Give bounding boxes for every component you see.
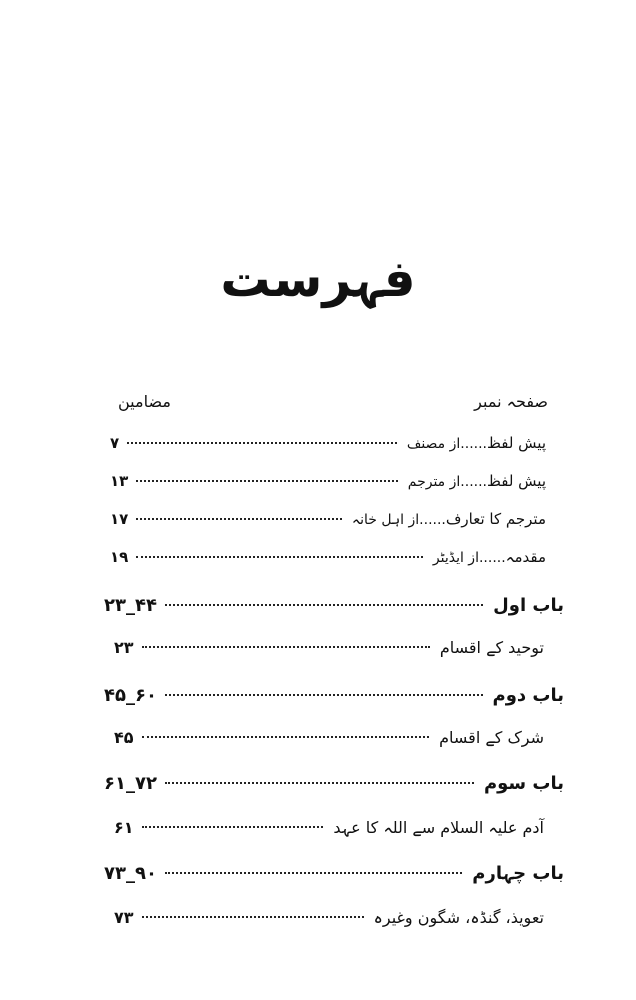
toc-entry-page: ۱۹ — [110, 548, 129, 566]
toc-entry-label: پیش لفظ......از مصنف — [406, 434, 546, 452]
toc-entry-page: ۷ — [110, 434, 120, 452]
toc-chapter-pages: ۲۳_۴۴ — [104, 594, 157, 616]
toc-entry[interactable] — [110, 428, 546, 458]
toc-chapter-pages: ۷۳_۹۰ — [104, 862, 157, 884]
toc-entry[interactable] — [110, 542, 546, 572]
toc-entry-label: مقدمہ......از ایڈیٹر — [432, 548, 546, 566]
toc-entry[interactable] — [114, 812, 544, 842]
toc-chapter[interactable] — [104, 590, 564, 620]
toc-chapter-label: باب سوم — [483, 772, 564, 794]
toc-entry-label: مترجم کا تعارف......از اہل خانہ — [351, 510, 546, 528]
toc-entry-label: شرک کے اقسام — [439, 727, 544, 747]
toc-chapter-label: باب چہارم — [472, 862, 564, 884]
toc-entry[interactable] — [114, 722, 544, 752]
dot-leader — [165, 782, 474, 784]
toc-entry-label: تعویذ، گنڈہ، شگون وغیرہ — [373, 907, 544, 927]
dot-leader — [165, 872, 462, 874]
toc-entry[interactable] — [110, 504, 546, 534]
contents-column-label: مضامین — [118, 392, 171, 411]
dot-leader — [142, 646, 430, 648]
dot-leader — [127, 442, 397, 444]
dot-leader — [142, 916, 364, 918]
toc-entry[interactable] — [110, 466, 546, 496]
toc-chapter-pages: ۶۱_۷۲ — [104, 772, 157, 794]
dot-leader — [142, 826, 324, 828]
toc-chapter[interactable] — [104, 768, 564, 798]
dot-leader — [136, 480, 397, 482]
toc-chapter-pages: ۴۵_۶۰ — [104, 684, 157, 706]
toc-entry-label: توحید کے اقسام — [439, 637, 544, 657]
toc-chapter-label: باب اول — [493, 594, 564, 616]
toc-chapter[interactable] — [104, 858, 564, 888]
dot-leader — [165, 694, 483, 696]
toc-entry-author: ......از اہل خانہ — [351, 512, 446, 528]
toc-entry-author: ......از مصنف — [406, 436, 487, 452]
toc-header — [118, 392, 548, 411]
toc-entry-page: ۶۱ — [114, 817, 134, 837]
dot-leader — [165, 604, 483, 606]
toc-entry[interactable] — [114, 902, 544, 932]
toc-chapter[interactable] — [104, 680, 564, 710]
dot-leader — [136, 518, 342, 520]
toc-entry-page: ۱۳ — [110, 472, 129, 490]
toc-entry[interactable] — [114, 632, 544, 662]
toc-entry-page: ۱۷ — [110, 510, 129, 528]
page-number-column-label: صفحہ نمبر — [474, 392, 548, 411]
toc-entry-page: ۲۳ — [114, 637, 134, 657]
dot-leader — [142, 736, 430, 738]
toc-entry-author: ......از ایڈیٹر — [432, 550, 506, 566]
toc-entry-page: ۷۳ — [114, 907, 134, 927]
toc-entry-label: آدم علیہ السلام سے اللہ کا عہد — [333, 817, 544, 837]
toc-chapter-label: باب دوم — [492, 684, 564, 706]
dot-leader — [136, 556, 423, 558]
page-title: فہرست — [220, 250, 416, 308]
toc-entry-page: ۴۵ — [114, 727, 134, 747]
toc-entry-author: ......از مترجم — [407, 474, 487, 490]
toc-entry-label: پیش لفظ......از مترجم — [407, 472, 546, 490]
